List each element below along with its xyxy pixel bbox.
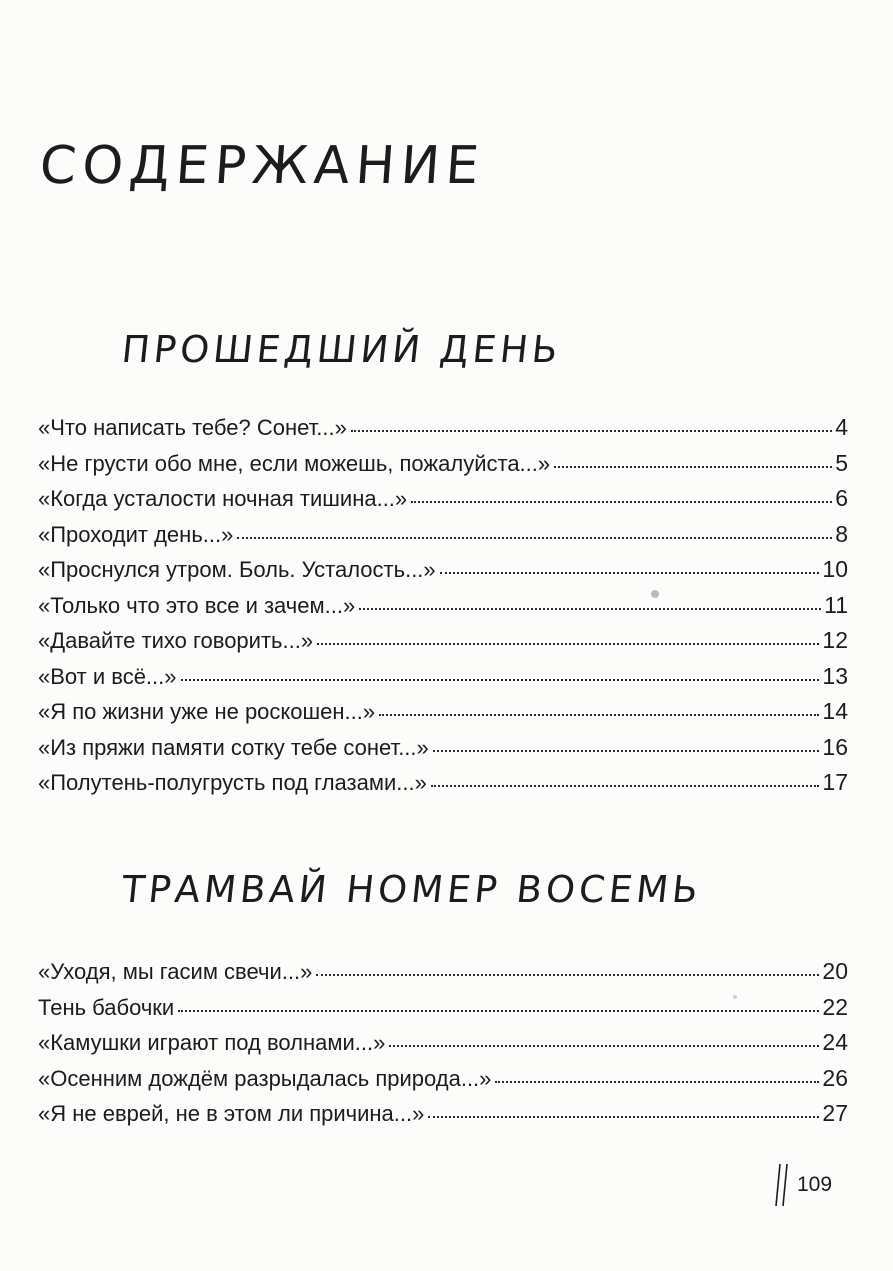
toc-list-section-2 — [38, 958, 848, 1136]
toc-entry-page: 4 — [835, 414, 848, 440]
section-title-2: ТРАМВАЙ НОМЕР ВОСЕМЬ — [119, 868, 704, 911]
toc-entry-title: «Когда усталости ночная тишина...» — [38, 486, 408, 511]
folio — [773, 1162, 832, 1208]
page-title: СОДЕРЖАНИЕ — [37, 136, 487, 196]
dot-leader — [440, 572, 820, 574]
toc-entry — [38, 592, 848, 628]
dot-leader — [411, 501, 832, 503]
toc-entry-page: 8 — [835, 520, 848, 547]
toc-list-section-1 — [38, 414, 848, 805]
dot-leader — [178, 1010, 819, 1012]
toc-entry-page: 12 — [822, 627, 848, 653]
toc-entry-page: 17 — [822, 769, 848, 795]
dot-leader — [431, 785, 820, 787]
dot-leader — [389, 1045, 819, 1047]
toc-entry — [38, 450, 848, 486]
toc-entry-page: 5 — [835, 449, 848, 476]
toc-entry-page: 10 — [822, 556, 848, 582]
toc-entry — [38, 485, 848, 521]
dot-leader — [237, 537, 832, 539]
toc-entry-title: «Проснулся утром. Боль. Усталость...» — [38, 557, 436, 582]
toc-entry-page: 27 — [822, 1100, 848, 1126]
toc-entry — [38, 663, 848, 699]
dot-leader — [433, 750, 820, 752]
toc-entry-page: 26 — [822, 1064, 848, 1091]
dot-leader — [317, 643, 819, 645]
toc-entry-page: 20 — [822, 958, 848, 984]
toc-entry-title: Тень бабочки — [38, 994, 175, 1020]
paper-speck — [651, 590, 659, 598]
toc-entry-page: 22 — [822, 993, 848, 1020]
dot-leader — [554, 466, 832, 468]
toc-entry-page: 13 — [822, 662, 848, 689]
toc-entry-page: 16 — [822, 733, 848, 760]
toc-entry — [38, 1100, 848, 1136]
double-slash-icon — [773, 1162, 791, 1208]
dot-leader — [428, 1116, 819, 1118]
toc-entry — [38, 769, 848, 805]
dot-leader — [181, 679, 820, 681]
dot-leader — [316, 974, 819, 976]
toc-entry — [38, 994, 848, 1030]
toc-entry-title: «Камушки играют под волнами...» — [38, 1030, 386, 1055]
toc-entry-title: «Я по жизни уже не роскошен...» — [38, 699, 376, 724]
toc-entry — [38, 698, 848, 734]
toc-entry-title: «Из пряжи памяти сотку тебе сонет...» — [38, 734, 429, 760]
toc-entry-page: 11 — [824, 591, 848, 618]
toc-entry-title: «Не грусти обо мне, если можешь, пожалуйста...» — [38, 450, 551, 476]
toc-entry-title: «Полутень-полугрусть под глазами...» — [38, 770, 427, 795]
toc-entry-title: «Осенним дождём разрыдалась природа...» — [38, 1065, 492, 1091]
toc-entry — [38, 1029, 848, 1065]
toc-entry-page: 24 — [822, 1029, 848, 1055]
toc-entry-title: «Вот и всё...» — [38, 663, 177, 689]
toc-entry-title: «Что написать тебе? Сонет...» — [38, 415, 347, 440]
paper-speck — [733, 995, 737, 999]
toc-entry-title: «Только что это все и зачем...» — [38, 592, 356, 618]
toc-entry-title: «Я не еврей, не в этом ли причина...» — [38, 1101, 425, 1126]
toc-entry-title: «Уходя, мы гасим свечи...» — [38, 959, 313, 984]
toc-entry — [38, 556, 848, 592]
dot-leader — [359, 608, 821, 610]
toc-entry — [38, 521, 848, 557]
toc-entry — [38, 627, 848, 663]
toc-entry-page: 6 — [835, 485, 848, 511]
dot-leader — [495, 1081, 819, 1083]
toc-entry-title: «Давайте тихо говорить...» — [38, 628, 314, 653]
toc-entry — [38, 734, 848, 770]
toc-entry-page: 14 — [822, 698, 848, 724]
dot-leader — [379, 714, 819, 716]
section-title-1: ПРОШЕДШИЙ ДЕНЬ — [119, 328, 564, 371]
toc-entry-title: «Проходит день...» — [38, 521, 234, 547]
dot-leader — [351, 430, 832, 432]
toc-entry — [38, 1065, 848, 1101]
page-number: 109 — [797, 1173, 833, 1196]
toc-entry — [38, 958, 848, 994]
toc-entry — [38, 414, 848, 450]
